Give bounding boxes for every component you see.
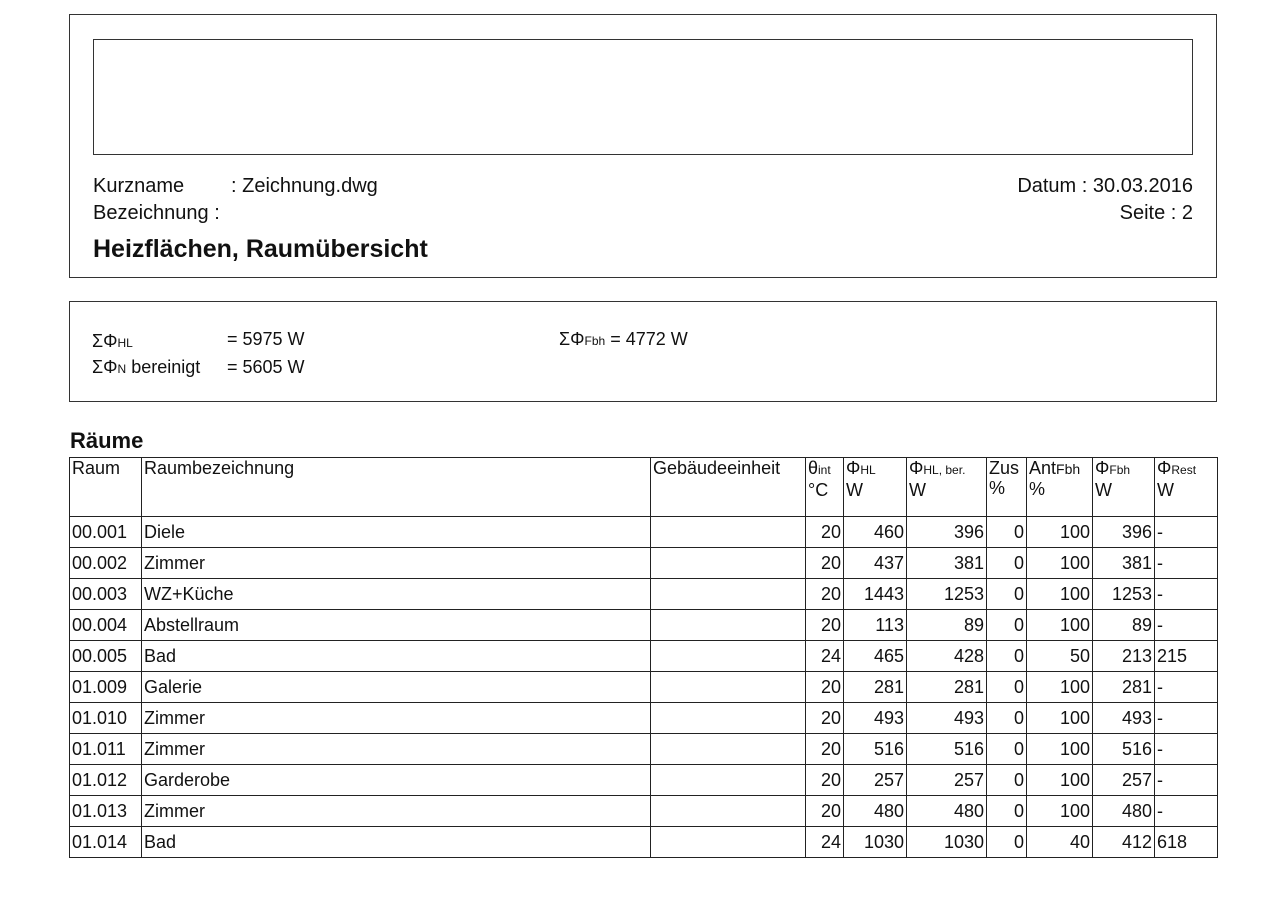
rooms-section-title: Räume (70, 428, 144, 453)
cell-theta-int: 20 (806, 796, 844, 827)
col-phi-hl: ΦHL W (844, 458, 907, 517)
cell-gebaeudeeinheit (651, 796, 806, 827)
cell-phi-rest: - (1155, 765, 1218, 796)
cell-ant-fbh: 100 (1027, 765, 1093, 796)
cell-zus: 0 (987, 734, 1027, 765)
sum-phi-hl-value: = 5975 W (227, 329, 305, 349)
cell-raumbezeichnung: Zimmer (142, 734, 651, 765)
cell-theta-int: 20 (806, 703, 844, 734)
cell-phi-hl: 480 (844, 796, 907, 827)
cell-phi-fbh: 257 (1093, 765, 1155, 796)
cell-zus: 0 (987, 765, 1027, 796)
cell-gebaeudeeinheit (651, 827, 806, 858)
cell-phi-hl-ber: 1030 (907, 827, 987, 858)
cell-raum: 01.010 (70, 703, 142, 734)
cell-phi-rest: - (1155, 548, 1218, 579)
cell-gebaeudeeinheit (651, 610, 806, 641)
col-theta-int: θint °C (806, 458, 844, 517)
designation-label: Bezeichnung : (93, 202, 220, 224)
cell-gebaeudeeinheit (651, 703, 806, 734)
cell-ant-fbh: 100 (1027, 548, 1093, 579)
rooms-table-body (70, 517, 1218, 858)
page-title: Heizflächen, Raumübersicht (93, 235, 428, 263)
col-phi-hl-ber: ΦHL, ber. W (907, 458, 987, 517)
cell-raumbezeichnung: Galerie (142, 672, 651, 703)
cell-phi-fbh: 412 (1093, 827, 1155, 858)
cell-phi-hl-ber: 493 (907, 703, 987, 734)
cell-raumbezeichnung: Diele (142, 517, 651, 548)
cell-theta-int: 20 (806, 765, 844, 796)
cell-phi-rest: - (1155, 672, 1218, 703)
cell-phi-hl-ber: 257 (907, 765, 987, 796)
cell-phi-rest: 215 (1155, 641, 1218, 672)
sum-phi-n-value: = 5605 W (227, 357, 305, 377)
cell-phi-fbh: 516 (1093, 734, 1155, 765)
cell-phi-fbh: 89 (1093, 610, 1155, 641)
cell-phi-hl-ber: 480 (907, 796, 987, 827)
cell-raum: 01.011 (70, 734, 142, 765)
short-name-label: Kurzname (93, 175, 185, 197)
cell-phi-hl: 113 (844, 610, 907, 641)
rooms-table (69, 457, 1218, 858)
cell-phi-rest: - (1155, 703, 1218, 734)
cell-phi-hl: 516 (844, 734, 907, 765)
cell-phi-rest: - (1155, 517, 1218, 548)
cell-zus: 0 (987, 548, 1027, 579)
sum-phi-fbh: ΣΦFbh = 4772 W (559, 329, 688, 349)
cell-zus: 0 (987, 517, 1027, 548)
table-row (70, 672, 1218, 703)
cell-gebaeudeeinheit (651, 734, 806, 765)
cell-phi-hl: 460 (844, 517, 907, 548)
cell-theta-int: 20 (806, 672, 844, 703)
cell-gebaeudeeinheit (651, 641, 806, 672)
cell-phi-hl-ber: 516 (907, 734, 987, 765)
cell-raumbezeichnung: Zimmer (142, 548, 651, 579)
table-row (70, 579, 1218, 610)
col-zus: Zus % (987, 458, 1027, 517)
cell-raumbezeichnung: Bad (142, 827, 651, 858)
cell-raumbezeichnung: Garderobe (142, 765, 651, 796)
cell-theta-int: 20 (806, 517, 844, 548)
table-row (70, 517, 1218, 548)
col-raumbezeichnung: Raumbezeichnung (142, 458, 651, 517)
cell-phi-hl: 257 (844, 765, 907, 796)
cell-phi-rest: - (1155, 796, 1218, 827)
cell-zus: 0 (987, 827, 1027, 858)
sum-phi-hl-label: ΣΦHL (92, 331, 133, 351)
cell-zus: 0 (987, 610, 1027, 641)
cell-zus: 0 (987, 796, 1027, 827)
page-number: Seite : 2 (1119, 202, 1193, 224)
cell-theta-int: 20 (806, 610, 844, 641)
cell-zus: 0 (987, 703, 1027, 734)
cell-raum: 00.003 (70, 579, 142, 610)
cell-phi-hl-ber: 1253 (907, 579, 987, 610)
date-text: Datum : 30.03.2016 (1017, 175, 1193, 197)
cell-phi-rest: 618 (1155, 827, 1218, 858)
table-row (70, 765, 1218, 796)
table-row (70, 548, 1218, 579)
cell-phi-fbh: 381 (1093, 548, 1155, 579)
cell-ant-fbh: 40 (1027, 827, 1093, 858)
cell-theta-int: 24 (806, 827, 844, 858)
short-name-value: : Zeichnung.dwg (231, 175, 378, 197)
cell-phi-hl-ber: 396 (907, 517, 987, 548)
cell-gebaeudeeinheit (651, 548, 806, 579)
cell-phi-rest: - (1155, 579, 1218, 610)
cell-phi-hl: 437 (844, 548, 907, 579)
cell-theta-int: 20 (806, 734, 844, 765)
cell-phi-fbh: 1253 (1093, 579, 1155, 610)
cell-raum: 00.005 (70, 641, 142, 672)
cell-raum: 01.014 (70, 827, 142, 858)
cell-theta-int: 20 (806, 579, 844, 610)
cell-phi-hl: 465 (844, 641, 907, 672)
cell-theta-int: 20 (806, 548, 844, 579)
cell-phi-hl: 1030 (844, 827, 907, 858)
col-ant-fbh: AntFbh % (1027, 458, 1093, 517)
cell-phi-hl-ber: 428 (907, 641, 987, 672)
cell-gebaeudeeinheit (651, 672, 806, 703)
cell-phi-fbh: 213 (1093, 641, 1155, 672)
cell-raum: 01.012 (70, 765, 142, 796)
cell-phi-fbh: 480 (1093, 796, 1155, 827)
cell-phi-hl-ber: 381 (907, 548, 987, 579)
cell-ant-fbh: 100 (1027, 579, 1093, 610)
col-phi-rest: ΦRest W (1155, 458, 1218, 517)
summary-box (69, 301, 1217, 402)
document-header (69, 14, 1217, 278)
cell-raum: 01.009 (70, 672, 142, 703)
cell-ant-fbh: 100 (1027, 610, 1093, 641)
cell-phi-hl: 1443 (844, 579, 907, 610)
cell-raum: 00.002 (70, 548, 142, 579)
cell-ant-fbh: 100 (1027, 672, 1093, 703)
cell-raum: 00.004 (70, 610, 142, 641)
cell-phi-hl: 493 (844, 703, 907, 734)
cell-raumbezeichnung: Bad (142, 641, 651, 672)
cell-raumbezeichnung: WZ+Küche (142, 579, 651, 610)
col-raum: Raum (70, 458, 142, 517)
cell-raumbezeichnung: Zimmer (142, 703, 651, 734)
table-row (70, 641, 1218, 672)
cell-phi-fbh: 493 (1093, 703, 1155, 734)
cell-ant-fbh: 100 (1027, 734, 1093, 765)
col-gebaeudeeinheit: Gebäudeeinheit (651, 458, 806, 517)
cell-raumbezeichnung: Zimmer (142, 796, 651, 827)
cell-ant-fbh: 50 (1027, 641, 1093, 672)
table-row (70, 703, 1218, 734)
cell-raum: 00.001 (70, 517, 142, 548)
table-row (70, 610, 1218, 641)
cell-phi-fbh: 281 (1093, 672, 1155, 703)
cell-zus: 0 (987, 579, 1027, 610)
cell-ant-fbh: 100 (1027, 703, 1093, 734)
table-row (70, 827, 1218, 858)
cell-phi-fbh: 396 (1093, 517, 1155, 548)
cell-ant-fbh: 100 (1027, 796, 1093, 827)
table-row (70, 796, 1218, 827)
cell-gebaeudeeinheit (651, 517, 806, 548)
col-phi-fbh: ΦFbh W (1093, 458, 1155, 517)
cell-raumbezeichnung: Abstellraum (142, 610, 651, 641)
cell-phi-rest: - (1155, 610, 1218, 641)
cell-zus: 0 (987, 672, 1027, 703)
cell-ant-fbh: 100 (1027, 517, 1093, 548)
cell-zus: 0 (987, 641, 1027, 672)
sum-phi-n-label: ΣΦN bereinigt (92, 357, 201, 377)
table-header-row (70, 458, 1218, 517)
cell-phi-rest: - (1155, 734, 1218, 765)
cell-gebaeudeeinheit (651, 579, 806, 610)
cell-raum: 01.013 (70, 796, 142, 827)
cell-phi-hl-ber: 281 (907, 672, 987, 703)
logo-placeholder (93, 39, 1193, 155)
cell-theta-int: 24 (806, 641, 844, 672)
cell-phi-hl-ber: 89 (907, 610, 987, 641)
cell-gebaeudeeinheit (651, 765, 806, 796)
table-row (70, 734, 1218, 765)
cell-phi-hl: 281 (844, 672, 907, 703)
